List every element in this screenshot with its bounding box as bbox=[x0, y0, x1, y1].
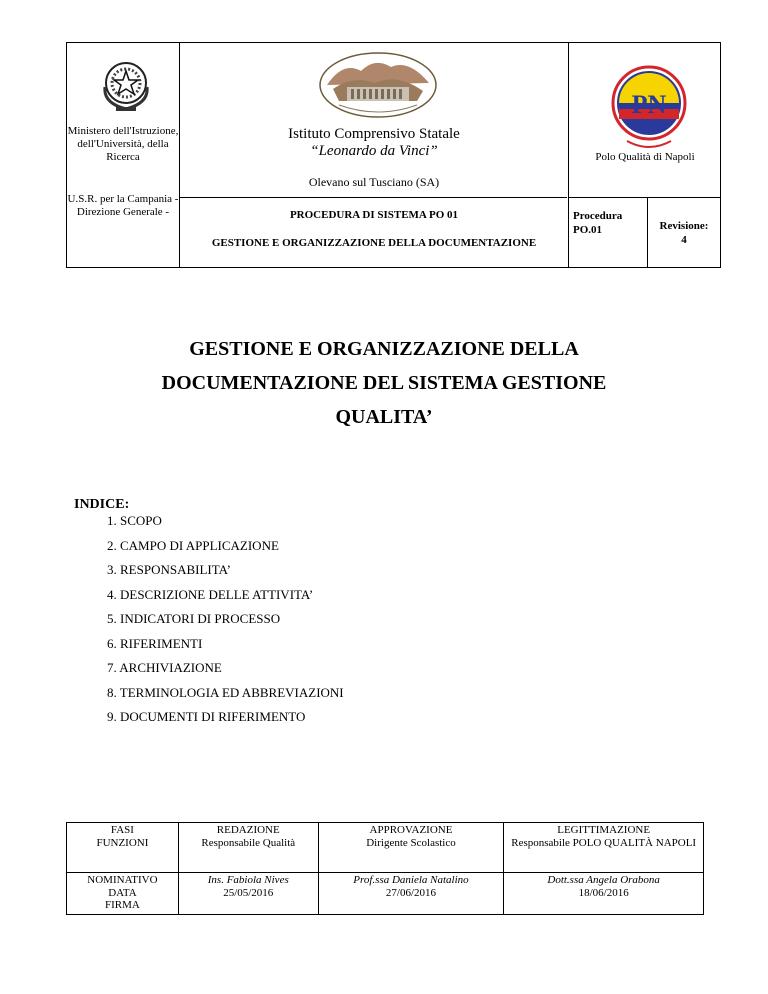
signature-date: 25/05/2016 bbox=[223, 886, 274, 899]
regional-office-name: U.S.R. per la Campania - Direzione Generale - bbox=[67, 193, 179, 218]
table-cell bbox=[504, 823, 704, 873]
school-logo bbox=[313, 49, 443, 123]
row-label-signature: FIRMA bbox=[105, 899, 140, 911]
phase-function: Responsabile Qualità bbox=[201, 836, 296, 849]
signature-date: 27/06/2016 bbox=[385, 886, 437, 899]
header-divider bbox=[568, 197, 721, 198]
index-item: 1. SCOPO bbox=[107, 513, 162, 528]
table-cell bbox=[318, 873, 504, 915]
index-item: 3. RESPONSABILITA’ bbox=[107, 562, 231, 577]
row-label-phases: FASI bbox=[110, 824, 134, 836]
revision-label: Revisione: bbox=[659, 220, 709, 232]
row-label-name: NOMINATIVO bbox=[87, 874, 158, 886]
procedure-label: Procedura bbox=[573, 210, 623, 222]
document-title-line: DOCUMENTAZIONE DEL SISTEMA GESTIONE bbox=[161, 372, 607, 394]
italian-republic-emblem bbox=[99, 57, 153, 115]
revision-block bbox=[647, 219, 721, 247]
svg-text:PN: PN bbox=[631, 90, 667, 119]
document-header bbox=[66, 42, 721, 268]
document-title-line: QUALITA’ bbox=[335, 406, 433, 428]
procedure-title: PROCEDURA DI SISTEMA PO 01 bbox=[289, 209, 459, 221]
phase-function: Responsabile POLO QUALITÀ NAPOLI bbox=[511, 836, 697, 849]
table-row bbox=[67, 823, 704, 873]
table-row bbox=[67, 873, 704, 915]
quality-pole-name: Polo Qualità di Napoli bbox=[595, 151, 695, 163]
index-item: 4. DESCRIZIONE DELLE ATTIVITA’ bbox=[107, 586, 314, 602]
procedure-subject: GESTIONE E ORGANIZZAZIONE DELLA DOCUMENTAZIONE bbox=[211, 237, 537, 249]
row-label-functions: FUNZIONI bbox=[96, 836, 149, 849]
school-name-block bbox=[180, 126, 568, 160]
procedure-code-block bbox=[573, 209, 647, 237]
document-title bbox=[60, 332, 708, 434]
table-cell bbox=[318, 823, 504, 873]
table-cell bbox=[67, 823, 179, 873]
index-list bbox=[107, 513, 344, 734]
row-label-date: DATA bbox=[108, 886, 137, 899]
signer-name: Prof.ssa Daniela Natalino bbox=[353, 874, 469, 886]
school-name: “Leonardo da Vinci” bbox=[310, 143, 438, 159]
document-title-line: GESTIONE E ORGANIZZAZIONE DELLA bbox=[189, 338, 579, 360]
index-item: 7. ARCHIVIAZIONE bbox=[107, 660, 222, 675]
index-item: 8. TERMINOLOGIA ED ABBREVIAZIONI bbox=[107, 684, 344, 700]
index-heading: INDICE: bbox=[74, 497, 130, 512]
index-item: 5. INDICATORI DI PROCESSO bbox=[107, 611, 281, 626]
table-cell bbox=[178, 823, 318, 873]
table-cell bbox=[178, 873, 318, 915]
school-type: Istituto Comprensivo Statale bbox=[288, 126, 460, 142]
index-item: 2. CAMPO DI APPLICAZIONE bbox=[107, 537, 279, 553]
school-location: Olevano sul Tusciano (SA) bbox=[308, 175, 440, 189]
index-item: 6. RIFERIMENTI bbox=[107, 635, 203, 651]
revision-number: 4 bbox=[681, 234, 687, 246]
header-divider bbox=[179, 197, 567, 198]
phase-function: Dirigente Scolastico bbox=[366, 836, 456, 849]
procedure-code: PO.01 bbox=[573, 224, 603, 236]
table-cell bbox=[504, 873, 704, 915]
signature-date: 18/06/2016 bbox=[578, 886, 629, 899]
phase-name: LEGITTIMAZIONE bbox=[557, 824, 651, 836]
table-cell bbox=[67, 873, 179, 915]
index-item: 9. DOCUMENTI DI RIFERIMENTO bbox=[107, 709, 306, 724]
signer-name: Dott.ssa Angela Orabona bbox=[547, 874, 660, 886]
signer-name: Ins. Fabiola Nives bbox=[207, 874, 289, 886]
phase-name: APPROVAZIONE bbox=[369, 824, 453, 836]
phase-name: REDAZIONE bbox=[216, 824, 280, 836]
ministry-name: Ministero dell'Istruzione, dell'Università, della Ricerca bbox=[67, 125, 179, 163]
approvals-table bbox=[66, 822, 704, 915]
quality-pole-logo bbox=[607, 63, 691, 155]
